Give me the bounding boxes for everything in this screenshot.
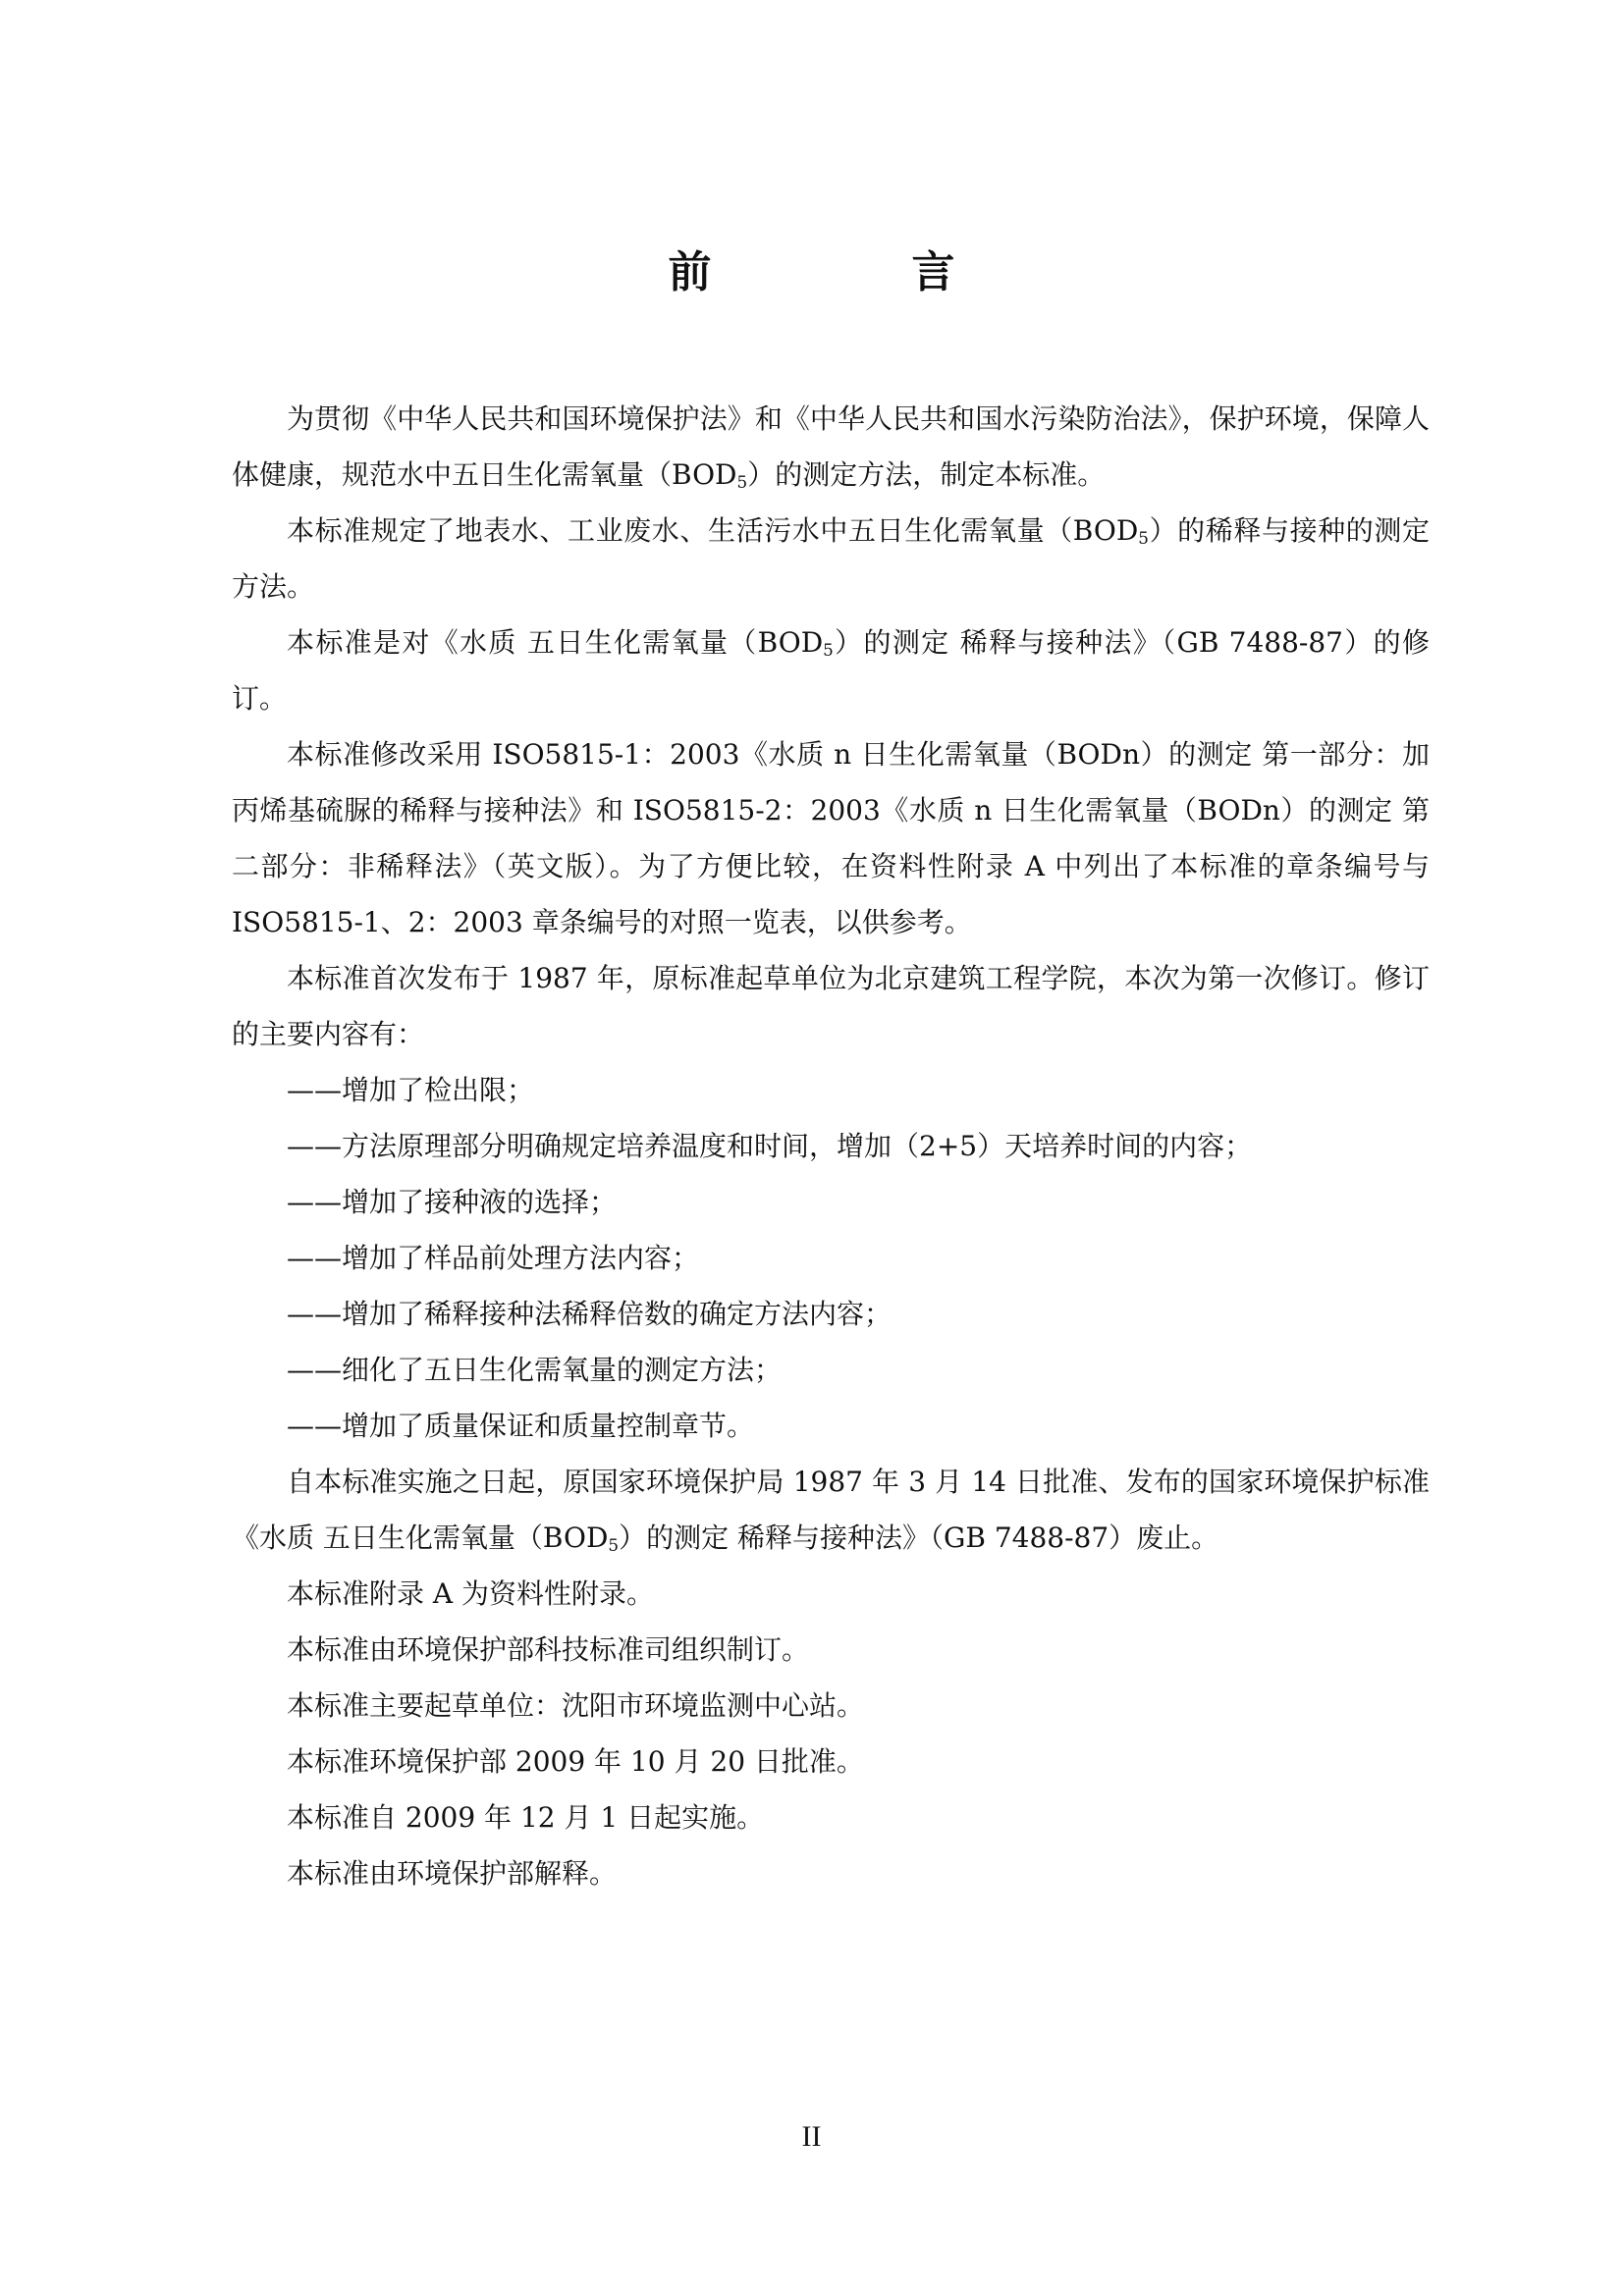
list-item: ——增加了稀释接种法稀释倍数的确定方法内容； — [287, 1298, 893, 1330]
paragraph-revision-of: 本标准是对《水质 五日生化需氧量$(BOD_5)$的测定 稀释与接种法》（GB 7488-87）的修订。 — [232, 626, 1430, 715]
list-item: ——增加了接种液的选择； — [287, 1186, 618, 1218]
list-item: ——增加了样品前处理方法内容； — [287, 1242, 700, 1274]
paragraph-organizer: 本标准由环境保护部科技标准司组织制订。 — [287, 1633, 810, 1666]
paragraph-interpretation: 本标准由环境保护部解释。 — [287, 1857, 618, 1890]
paragraph-scope: 本标准规定了地表水、工业废水、生活污水中五日生化需氧量$(BOD_5)$的稀释与接种的测定方法。 — [232, 514, 1430, 603]
list-item: ——增加了质量保证和质量控制章节。 — [287, 1410, 755, 1442]
paragraph-appendix: 本标准附录 A 为资料性附录。 — [287, 1577, 655, 1610]
paragraph-abolish: 自本标准实施之日起，原国家环境保护局 1987 年 3 月 14 日批准、发布的国家环境保护标准《水质 五日生化需氧量$(BOD_5)$的测定 稀释与接种法》（GB 7488-87）废止。 — [232, 1466, 1430, 1556]
preface-body — [232, 391, 1430, 1901]
paragraph-iso-reference: 本标准修改采用 ISO5815-1：2003《水质 n 日生化需氧量（BODn）的测定 第一部分：加丙烯基硫脲的稀释与接种法》和 ISO5815-2：2003《水质 n 日生化需氧量（BODn）的测定 第二部分：非稀释法》（英文版）。为了方便比较，在资料性附录 A 中列出了本标准的章条编号与 ISO5815-1、2：2003 章条编号的对照一览表，以供参考。 — [232, 738, 1430, 938]
page-title: 前 言 — [668, 247, 1034, 297]
paragraph-purpose: 为贯彻《中华人民共和国环境保护法》和《中华人民共和国水污染防治法》，保护环境，保障人体健康，规范水中五日生化需氧量$(BOD_5)$的测定方法，制定本标准。 — [232, 402, 1430, 493]
paragraph-approval: 本标准环境保护部 2009 年 10 月 20 日批准。 — [287, 1745, 864, 1778]
page-number: II — [801, 2120, 822, 2153]
paragraph-drafter: 本标准主要起草单位：沈阳市环境监测中心站。 — [287, 1689, 865, 1722]
paragraph-history: 本标准首次发布于 1987 年，原标准起草单位为北京建筑工程学院，本次为第一次修订。修订的主要内容有： — [232, 962, 1430, 1050]
paragraph-effective-date: 本标准自 2009 年 12 月 1 日起实施。 — [287, 1801, 765, 1834]
list-item: ——方法原理部分明确规定培养温度和时间，增加（2+5）天培养时间的内容； — [287, 1130, 1253, 1162]
list-item: ——细化了五日生化需氧量的测定方法； — [287, 1354, 783, 1386]
list-item: ——增加了检出限； — [287, 1074, 535, 1106]
